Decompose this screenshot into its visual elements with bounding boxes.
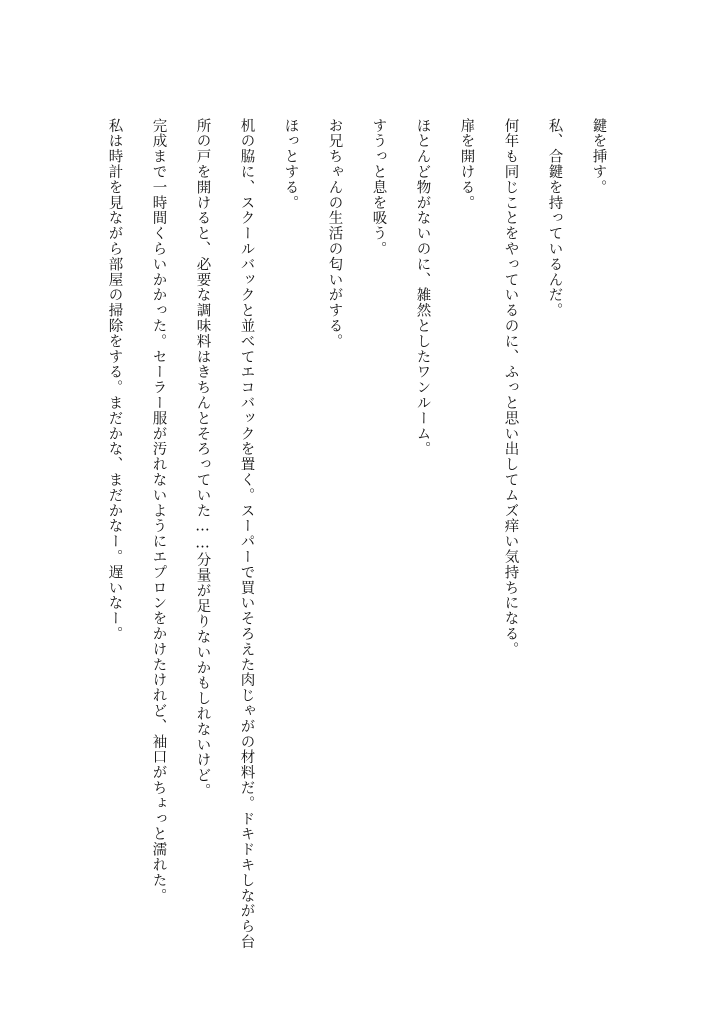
text-line-11: 完成まで一時間くらいかかった。セーラー服が汚れないようにエプロンをかけたけれど、袖口がちょっと濡れた。 bbox=[150, 118, 167, 904]
text-line-4: 扉を開ける。 bbox=[458, 118, 475, 211]
text-line-1: 鍵を挿す。 bbox=[590, 118, 607, 195]
text-line-5: ほとんど物がないのに、雑然としたワンルーム。 bbox=[414, 118, 431, 457]
text-line-2: 私、合鍵を持っているんだ。 bbox=[546, 118, 563, 319]
text-line-10: 所の戸を開けると、必要な調味料はきちんとそろっていた……分量が足りないかもしれないけど。 bbox=[194, 118, 211, 799]
text-line-8: ほっとする。 bbox=[282, 118, 299, 211]
text-line-3: 何年も同じことをやっているのに、ふっと思い出してムズ痒い気持ちになる。 bbox=[502, 118, 519, 657]
text-line-9: 机の脇に、スクールバックと並べてエコバックを置く。スーパーで買いそろえた肉じゃがの材料だ。ドキドキしながら台 bbox=[238, 118, 255, 950]
text-line-12: 私は時計を見ながら部屋の掃除をする。まだかな、まだかなー。遅いなー。 bbox=[106, 118, 123, 642]
text-line-7: お兄ちゃんの生活の匂いがする。 bbox=[326, 118, 343, 349]
text-line-6: すうっと息を吸う。 bbox=[370, 118, 387, 257]
